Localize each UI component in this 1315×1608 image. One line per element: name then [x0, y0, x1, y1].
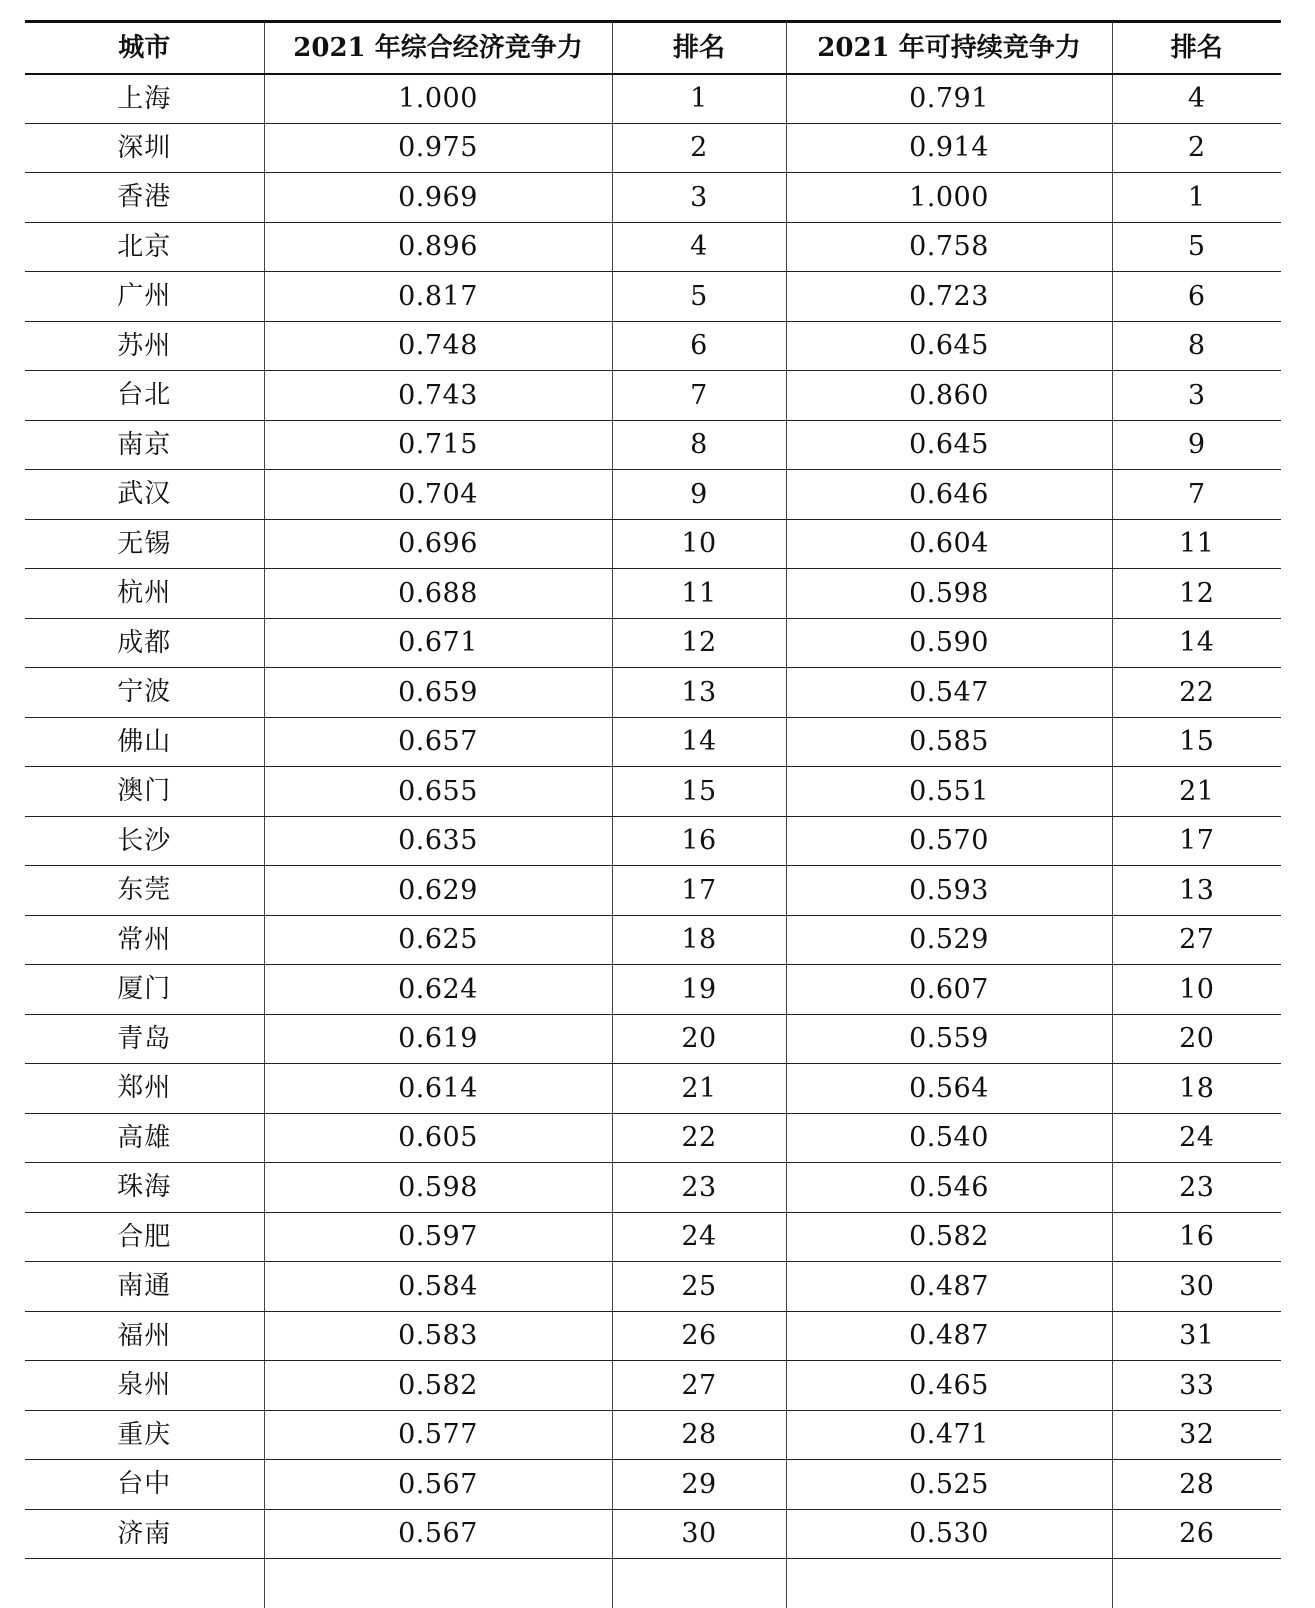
cell-sustainable-competitiveness: 0.585 — [786, 717, 1112, 767]
cell-econ-rank: 12 — [612, 618, 786, 668]
cell-econ-competitiveness: 0.567 — [264, 1509, 612, 1559]
cell-econ-competitiveness: 0.896 — [264, 222, 612, 272]
cell-econ-rank: 2 — [612, 123, 786, 173]
cell-city: 台中 — [25, 1460, 264, 1510]
cell-city: 佛山 — [25, 717, 264, 767]
cell-sustainable-competitiveness: 0.604 — [786, 519, 1112, 569]
header-sustainable-rank: 排名 — [1112, 22, 1281, 74]
cell-sustainable-rank: 4 — [1112, 74, 1281, 124]
table-row — [25, 321, 1281, 371]
cell-sustainable-competitiveness: 0.559 — [786, 1014, 1112, 1064]
cell-sustainable-rank: 8 — [1112, 321, 1281, 371]
cell-city: 无锡 — [25, 519, 264, 569]
cell-empty — [264, 1559, 612, 1608]
competitiveness-table-container — [25, 20, 1281, 1608]
cell-econ-competitiveness: 0.748 — [264, 321, 612, 371]
header-econ-competitiveness: 2021 年综合经济竞争力 — [264, 22, 612, 74]
cell-econ-rank: 3 — [612, 173, 786, 223]
cell-sustainable-competitiveness: 0.590 — [786, 618, 1112, 668]
cell-econ-competitiveness: 0.817 — [264, 272, 612, 322]
cell-city: 台北 — [25, 371, 264, 421]
cell-city: 南京 — [25, 420, 264, 470]
table-body — [25, 74, 1281, 1608]
table-row — [25, 1262, 1281, 1312]
cell-sustainable-rank: 27 — [1112, 915, 1281, 965]
table-row — [25, 123, 1281, 173]
cell-econ-competitiveness: 0.597 — [264, 1212, 612, 1262]
cell-sustainable-rank: 21 — [1112, 767, 1281, 817]
cell-city: 泉州 — [25, 1361, 264, 1411]
cell-sustainable-competitiveness: 0.564 — [786, 1064, 1112, 1114]
cell-sustainable-rank: 10 — [1112, 965, 1281, 1015]
table-row — [25, 74, 1281, 124]
cell-econ-rank: 18 — [612, 915, 786, 965]
cell-econ-rank: 21 — [612, 1064, 786, 1114]
cell-sustainable-rank: 30 — [1112, 1262, 1281, 1312]
cell-sustainable-rank: 28 — [1112, 1460, 1281, 1510]
cell-econ-rank: 16 — [612, 816, 786, 866]
table-row — [25, 965, 1281, 1015]
cell-city: 香港 — [25, 173, 264, 223]
cell-econ-competitiveness: 0.577 — [264, 1410, 612, 1460]
cell-city: 重庆 — [25, 1410, 264, 1460]
competitiveness-table — [25, 20, 1281, 1608]
cell-sustainable-competitiveness: 0.540 — [786, 1113, 1112, 1163]
cell-sustainable-rank: 6 — [1112, 272, 1281, 322]
table-row — [25, 717, 1281, 767]
cell-sustainable-rank: 31 — [1112, 1311, 1281, 1361]
cell-econ-competitiveness: 0.583 — [264, 1311, 612, 1361]
table-row-partial — [25, 1559, 1281, 1608]
table-row — [25, 1212, 1281, 1262]
cell-city: 福州 — [25, 1311, 264, 1361]
table-row — [25, 272, 1281, 322]
cell-econ-rank: 27 — [612, 1361, 786, 1411]
cell-sustainable-rank: 7 — [1112, 470, 1281, 520]
cell-sustainable-competitiveness: 0.914 — [786, 123, 1112, 173]
cell-econ-competitiveness: 0.582 — [264, 1361, 612, 1411]
cell-empty — [786, 1559, 1112, 1608]
table-row — [25, 1460, 1281, 1510]
cell-city: 济南 — [25, 1509, 264, 1559]
cell-sustainable-rank: 11 — [1112, 519, 1281, 569]
cell-city: 深圳 — [25, 123, 264, 173]
cell-sustainable-competitiveness: 0.860 — [786, 371, 1112, 421]
cell-empty — [612, 1559, 786, 1608]
cell-sustainable-rank: 3 — [1112, 371, 1281, 421]
header-sustainable-competitiveness: 2021 年可持续竞争力 — [786, 22, 1112, 74]
cell-sustainable-rank: 1 — [1112, 173, 1281, 223]
cell-econ-competitiveness: 1.000 — [264, 74, 612, 124]
table-row — [25, 767, 1281, 817]
cell-city: 厦门 — [25, 965, 264, 1015]
table-row — [25, 618, 1281, 668]
cell-sustainable-rank: 12 — [1112, 569, 1281, 619]
cell-sustainable-rank: 13 — [1112, 866, 1281, 916]
table-row — [25, 173, 1281, 223]
cell-sustainable-competitiveness: 0.645 — [786, 420, 1112, 470]
cell-econ-rank: 11 — [612, 569, 786, 619]
header-city: 城市 — [25, 22, 264, 74]
cell-econ-rank: 9 — [612, 470, 786, 520]
cell-city: 青岛 — [25, 1014, 264, 1064]
table-row — [25, 1113, 1281, 1163]
cell-econ-rank: 5 — [612, 272, 786, 322]
cell-sustainable-competitiveness: 0.487 — [786, 1262, 1112, 1312]
cell-sustainable-competitiveness: 0.723 — [786, 272, 1112, 322]
table-row — [25, 1064, 1281, 1114]
header-row — [25, 22, 1281, 74]
cell-econ-competitiveness: 0.704 — [264, 470, 612, 520]
cell-sustainable-rank: 9 — [1112, 420, 1281, 470]
table-row — [25, 1410, 1281, 1460]
cell-sustainable-rank: 23 — [1112, 1163, 1281, 1213]
cell-econ-competitiveness: 0.688 — [264, 569, 612, 619]
cell-econ-rank: 6 — [612, 321, 786, 371]
cell-econ-competitiveness: 0.635 — [264, 816, 612, 866]
cell-econ-rank: 26 — [612, 1311, 786, 1361]
table-row — [25, 915, 1281, 965]
cell-city: 上海 — [25, 74, 264, 124]
cell-city: 宁波 — [25, 668, 264, 718]
cell-econ-rank: 15 — [612, 767, 786, 817]
table-row — [25, 1311, 1281, 1361]
cell-sustainable-competitiveness: 0.645 — [786, 321, 1112, 371]
cell-sustainable-competitiveness: 0.598 — [786, 569, 1112, 619]
cell-econ-rank: 14 — [612, 717, 786, 767]
cell-sustainable-rank: 33 — [1112, 1361, 1281, 1411]
table-row — [25, 420, 1281, 470]
cell-econ-competitiveness: 0.969 — [264, 173, 612, 223]
table-row — [25, 816, 1281, 866]
table-row — [25, 519, 1281, 569]
table-row — [25, 470, 1281, 520]
cell-sustainable-rank: 14 — [1112, 618, 1281, 668]
cell-city: 郑州 — [25, 1064, 264, 1114]
cell-econ-competitiveness: 0.625 — [264, 915, 612, 965]
cell-econ-competitiveness: 0.743 — [264, 371, 612, 421]
cell-city: 北京 — [25, 222, 264, 272]
table-row — [25, 1509, 1281, 1559]
cell-sustainable-competitiveness: 0.758 — [786, 222, 1112, 272]
cell-econ-rank: 30 — [612, 1509, 786, 1559]
cell-sustainable-competitiveness: 0.791 — [786, 74, 1112, 124]
cell-econ-rank: 20 — [612, 1014, 786, 1064]
cell-econ-rank: 17 — [612, 866, 786, 916]
cell-sustainable-rank: 32 — [1112, 1410, 1281, 1460]
cell-sustainable-rank: 2 — [1112, 123, 1281, 173]
cell-sustainable-competitiveness: 0.525 — [786, 1460, 1112, 1510]
table-row — [25, 668, 1281, 718]
cell-econ-competitiveness: 0.659 — [264, 668, 612, 718]
cell-sustainable-competitiveness: 0.551 — [786, 767, 1112, 817]
cell-city: 广州 — [25, 272, 264, 322]
cell-econ-rank: 1 — [612, 74, 786, 124]
cell-city: 高雄 — [25, 1113, 264, 1163]
table-row — [25, 569, 1281, 619]
cell-sustainable-competitiveness: 1.000 — [786, 173, 1112, 223]
cell-sustainable-rank: 20 — [1112, 1014, 1281, 1064]
cell-econ-competitiveness: 0.671 — [264, 618, 612, 668]
cell-econ-rank: 10 — [612, 519, 786, 569]
cell-econ-competitiveness: 0.567 — [264, 1460, 612, 1510]
cell-sustainable-competitiveness: 0.570 — [786, 816, 1112, 866]
table-row — [25, 1163, 1281, 1213]
cell-econ-competitiveness: 0.629 — [264, 866, 612, 916]
cell-econ-competitiveness: 0.584 — [264, 1262, 612, 1312]
cell-sustainable-competitiveness: 0.547 — [786, 668, 1112, 718]
cell-sustainable-rank: 15 — [1112, 717, 1281, 767]
cell-sustainable-competitiveness: 0.607 — [786, 965, 1112, 1015]
cell-city: 苏州 — [25, 321, 264, 371]
cell-sustainable-competitiveness: 0.582 — [786, 1212, 1112, 1262]
cell-econ-competitiveness: 0.696 — [264, 519, 612, 569]
cell-sustainable-rank: 24 — [1112, 1113, 1281, 1163]
table-row — [25, 866, 1281, 916]
cell-econ-competitiveness: 0.619 — [264, 1014, 612, 1064]
cell-econ-rank: 28 — [612, 1410, 786, 1460]
cell-sustainable-competitiveness: 0.529 — [786, 915, 1112, 965]
cell-city: 东莞 — [25, 866, 264, 916]
cell-econ-rank: 22 — [612, 1113, 786, 1163]
cell-econ-rank: 19 — [612, 965, 786, 1015]
table-row — [25, 371, 1281, 421]
cell-city: 珠海 — [25, 1163, 264, 1213]
cell-city: 合肥 — [25, 1212, 264, 1262]
cell-sustainable-competitiveness: 0.487 — [786, 1311, 1112, 1361]
cell-city: 长沙 — [25, 816, 264, 866]
cell-sustainable-rank: 18 — [1112, 1064, 1281, 1114]
cell-econ-competitiveness: 0.605 — [264, 1113, 612, 1163]
cell-sustainable-competitiveness: 0.530 — [786, 1509, 1112, 1559]
cell-city: 武汉 — [25, 470, 264, 520]
cell-econ-competitiveness: 0.975 — [264, 123, 612, 173]
cell-econ-competitiveness: 0.598 — [264, 1163, 612, 1213]
cell-econ-competitiveness: 0.655 — [264, 767, 612, 817]
cell-sustainable-rank: 16 — [1112, 1212, 1281, 1262]
cell-econ-rank: 23 — [612, 1163, 786, 1213]
cell-city: 杭州 — [25, 569, 264, 619]
cell-econ-competitiveness: 0.657 — [264, 717, 612, 767]
cell-sustainable-rank: 5 — [1112, 222, 1281, 272]
cell-sustainable-competitiveness: 0.593 — [786, 866, 1112, 916]
table-row — [25, 1361, 1281, 1411]
cell-sustainable-rank: 22 — [1112, 668, 1281, 718]
cell-econ-rank: 13 — [612, 668, 786, 718]
cell-sustainable-competitiveness: 0.646 — [786, 470, 1112, 520]
cell-empty — [25, 1559, 264, 1608]
cell-sustainable-competitiveness: 0.471 — [786, 1410, 1112, 1460]
cell-sustainable-rank: 17 — [1112, 816, 1281, 866]
cell-econ-rank: 8 — [612, 420, 786, 470]
cell-econ-rank: 4 — [612, 222, 786, 272]
cell-econ-rank: 25 — [612, 1262, 786, 1312]
cell-city: 成都 — [25, 618, 264, 668]
cell-econ-competitiveness: 0.624 — [264, 965, 612, 1015]
table-row — [25, 222, 1281, 272]
header-econ-rank: 排名 — [612, 22, 786, 74]
table-row — [25, 1014, 1281, 1064]
cell-sustainable-competitiveness: 0.465 — [786, 1361, 1112, 1411]
cell-sustainable-competitiveness: 0.546 — [786, 1163, 1112, 1213]
table-header — [25, 22, 1281, 74]
cell-econ-competitiveness: 0.715 — [264, 420, 612, 470]
cell-empty — [1112, 1559, 1281, 1608]
cell-sustainable-rank: 26 — [1112, 1509, 1281, 1559]
cell-econ-rank: 29 — [612, 1460, 786, 1510]
cell-city: 常州 — [25, 915, 264, 965]
cell-city: 南通 — [25, 1262, 264, 1312]
cell-econ-rank: 24 — [612, 1212, 786, 1262]
cell-city: 澳门 — [25, 767, 264, 817]
cell-econ-competitiveness: 0.614 — [264, 1064, 612, 1114]
cell-econ-rank: 7 — [612, 371, 786, 421]
